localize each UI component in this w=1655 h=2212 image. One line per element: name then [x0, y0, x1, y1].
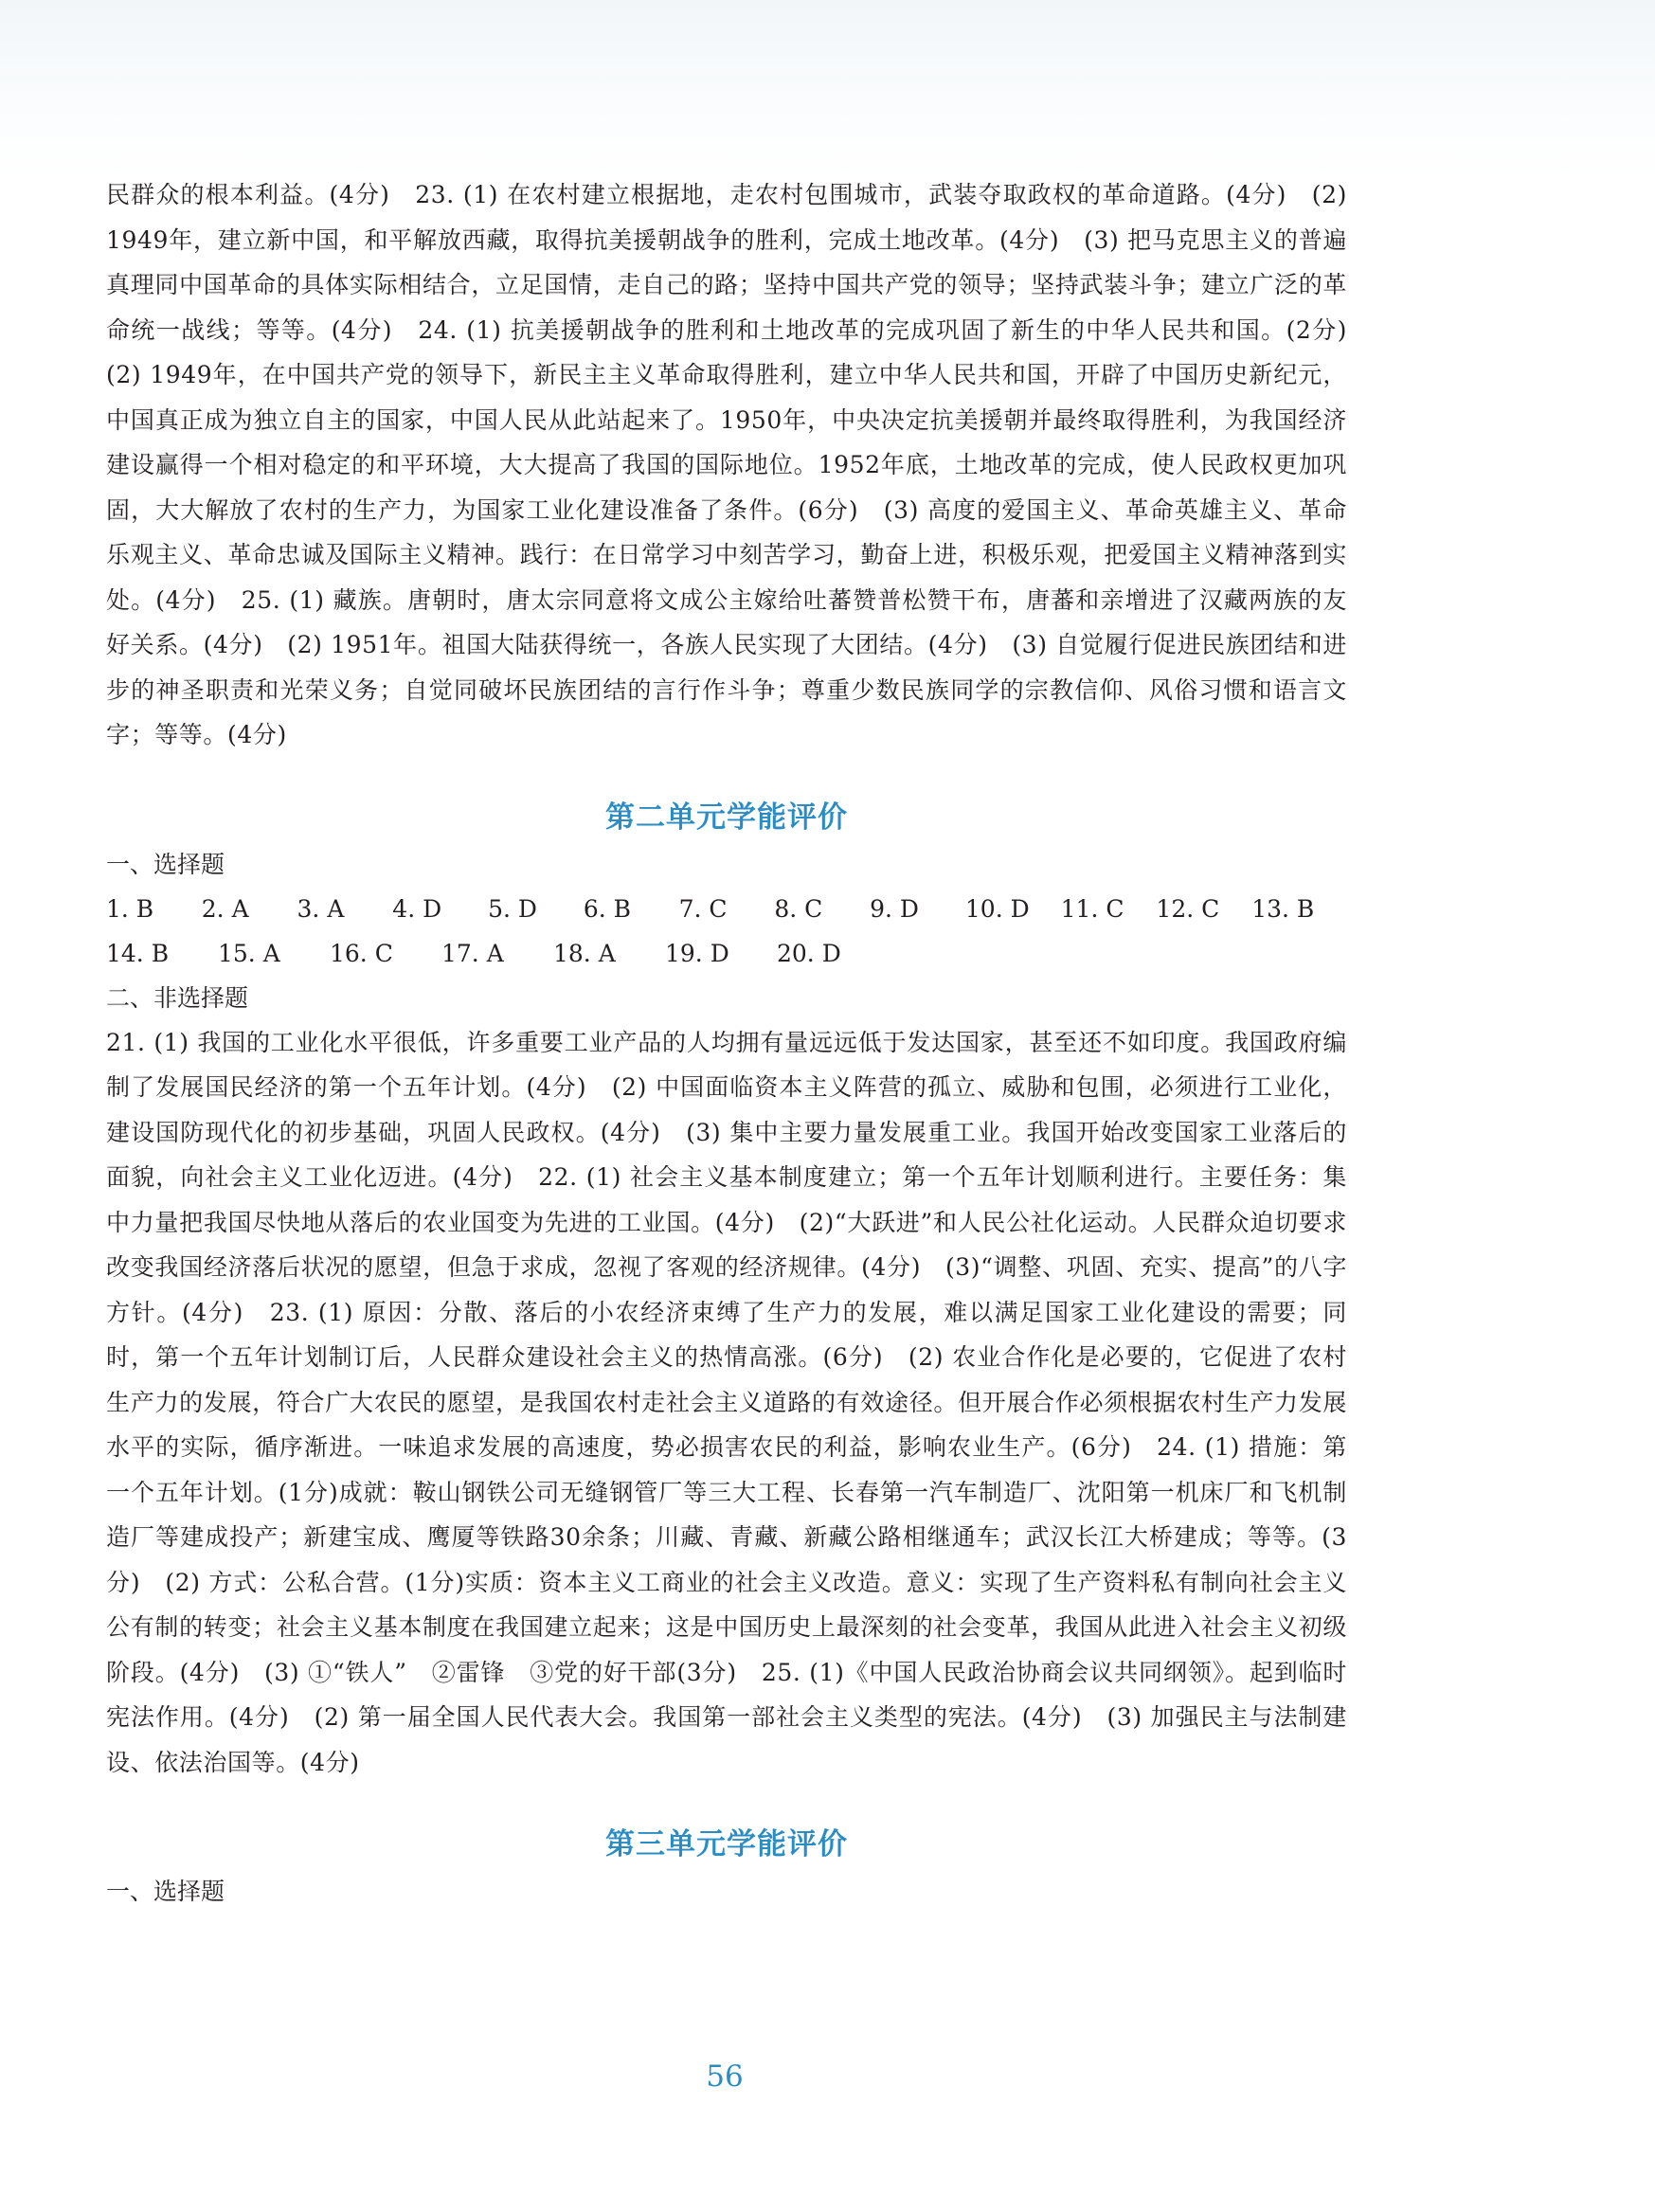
choice-answer: 6. B	[583, 894, 631, 923]
unit2-title: 第二单元学能评价	[605, 800, 848, 835]
choice-answer: 10. D	[964, 894, 1030, 923]
choice-answer: 20. D	[777, 939, 841, 967]
unit3-choice-heading: 一、选择题	[106, 1878, 225, 1905]
choice-answer: 18. A	[553, 939, 616, 967]
choice-answer: 13. B	[1251, 894, 1315, 923]
choice-answer: 11. C	[1060, 894, 1124, 923]
choice-answer: 5. D	[488, 894, 537, 923]
choice-answer: 17. A	[441, 939, 504, 967]
choice-answer: 8. C	[774, 894, 823, 923]
unit2-nonchoice-heading: 二、非选择题	[106, 983, 249, 1012]
choice-answer: 7. C	[678, 894, 728, 923]
page-content	[106, 172, 1372, 1914]
unit2-choice-answers-row2	[106, 931, 1347, 976]
unit2-choice-answers-row1	[106, 887, 1347, 931]
choice-answer: 3. A	[297, 894, 345, 923]
choice-answer: 12. C	[1156, 894, 1220, 923]
choice-answer: 14. B	[106, 939, 170, 967]
choice-answer: 15. A	[218, 939, 280, 967]
choice-answer: 9. D	[870, 894, 919, 923]
unit3-title: 第三单元学能评价	[605, 1827, 848, 1861]
unit1-answer-continuation: 民群众的根本利益。(4分) 23. (1) 在农村建立根据地，走农村包围城市，武装夺取政权的革命道路。(4分) (2) 1949年，建立新中国，和平解放西藏，取得抗美援朝战争的胜利，完成土地改革。(4分) (3) 把马克思主义的普遍真理同中国革命的具体实际相结合，立足国情，走自己的路；坚持中国共产党的领导；坚持武装斗争；建立广泛的革命统一战线；等等。(4分) 24. (1) 抗美援朝战争的胜利和土地改革的完成巩固了新生的中华人民共和国。(2分) (2) 1949年，在中国共产党的领导下，新民主主义革命取得胜利，建立中华人民共和国，开辟了中国历史新纪元，中国真正成为独立自主的国家，中国人民从此站起来了。1950年，中央决定抗美援朝并最终取得胜利，为我国经济建设赢得一个相对稳定的和平环境，大大提高了我国的国际地位。1952年底，土地改革的完成，使人民政权更加巩固，大大解放了农村的生产力，为国家工业化建设准备了条件。(6分) (3) 高度的爱国主义、革命英雄主义、革命乐观主义、革命忠诚及国际主义精神。践行：在日常学习中刻苦学习，勤奋上进，积极乐观，把爱国主义精神落到实处。(4分) 25. (1) 藏族。唐朝时，唐太宗同意将文成公主嫁给吐蕃赞普松赞干布，唐蕃和亲增进了汉藏两族的友好关系。(4分) (2) 1951年。祖国大陆获得统一，各族人民实现了大团结。(4分) (3) 自觉履行促进民族团结和进步的神圣职责和光荣义务；自觉同破坏民族团结的言行作斗争；尊重少数民族同学的宗教信仰、风俗习惯和语言文字；等等。(4分)	[106, 181, 1372, 748]
page-number: 56	[706, 2059, 744, 2094]
page-top-shading	[0, 0, 1655, 180]
choice-answer: 19. D	[665, 939, 729, 967]
choice-answer: 1. B	[106, 894, 154, 923]
choice-answer: 2. A	[201, 894, 249, 923]
choice-answer: 4. D	[392, 894, 442, 923]
unit2-nonchoice-answers: 21. (1) 我国的工业化水平很低，许多重要工业产品的人均拥有量远远低于发达国家，甚至还不如印度。我国政府编制了发展国民经济的第一个五年计划。(4分) (2) 中国面临资本主义阵营的孤立、威胁和包围，必须进行工业化，建设国防现代化的初步基础，巩固人民政权。(4分) (3) 集中主要力量发展重工业。我国开始改变国家工业落后的面貌，向社会主义工业化迈进。(4分) 22. (1) 社会主义基本制度建立；第一个五年计划顺利进行。主要任务：集中力量把我国尽快地从落后的农业国变为先进的工业国。(4分) (2)“大跃进”和人民公社化运动。人民群众迫切要求改变我国经济落后状况的愿望，但急于求成，忽视了客观的经济规律。(4分) (3)“调整、巩固、充实、提高”的八字方针。(4分) 23. (1) 原因：分散、落后的小农经济束缚了生产力的发展，难以满足国家工业化建设的需要；同时，第一个五年计划制订后，人民群众建设社会主义的热情高涨。(6分) (2) 农业合作化是必要的，它促进了农村生产力的发展，符合广大农民的愿望，是我国农村走社会主义道路的有效途径。但开展合作必须根据农村生产力发展水平的实际，循序渐进。一味追求发展的高速度，势必损害农民的利益，影响农业生产。(6分) 24. (1) 措施：第一个五年计划。(1分)成就：鞍山钢铁公司无缝钢管厂等三大工程、长春第一汽车制造厂、沈阳第一机床厂和飞机制造厂等建成投产；新建宝成、鹰厦等铁路30余条；川藏、青藏、新藏公路相继通车；武汉长江大桥建成；等等。(3分) (2) 方式：公私合营。(1分)实质：资本主义工商业的社会主义改造。意义：实现了生产资料私有制向社会主义公有制的转变；社会主义基本制度在我国建立起来；这是中国历史上最深刻的社会变革，我国从此进入社会主义初级阶段。(4分) (3) ①“铁人” ②雷锋 ③党的好干部(3分) 25. (1)《中国人民政治协商会议共同纲领》。起到临时宪法作用。(4分) (2) 第一届全国人民代表大会。我国第一部社会主义类型的宪法。(4分) (3) 加强民主与法制建设、依法治国等。(4分)	[106, 1028, 1347, 1776]
unit2-choice-heading: 一、选择题	[106, 850, 225, 878]
choice-answer: 16. C	[330, 939, 393, 967]
